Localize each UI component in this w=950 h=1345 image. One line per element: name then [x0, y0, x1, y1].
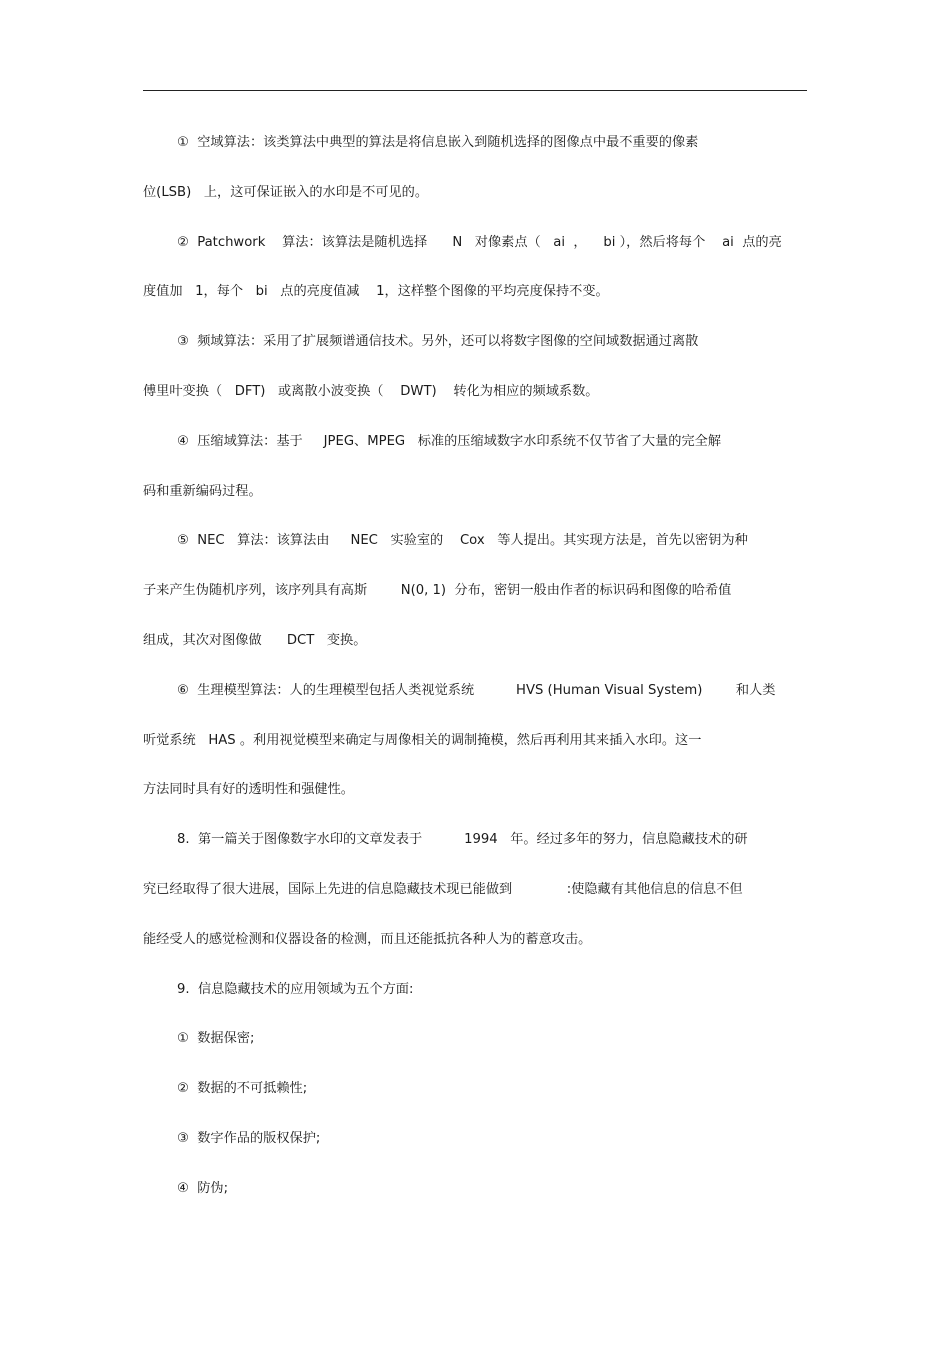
- header-rule: [143, 90, 807, 91]
- text-line: 方法同时具有好的透明性和强健性。: [143, 782, 354, 798]
- text-line: 码和重新编码过程。: [143, 483, 262, 499]
- text-line: 组成，其次对图像做 DCT 变换。: [143, 632, 367, 648]
- text-line: 子来产生伪随机序列，该序列具有高斯 N(0, 1) 分布，密钥一般由作者的标识码和图像的哈希值: [143, 583, 732, 599]
- text-line: 究已经取得了很大进展，国际上先进的信息隐藏技术现已能做到 :使隐藏有其他信息的信息不但: [143, 881, 743, 897]
- text-line: 8. 第一篇关于图像数字水印的文章发表于 1994 年。经过多年的努力，信息隐藏技术的研: [177, 832, 748, 848]
- text-line: 傅里叶变换（ DFT) 或离散小波变换（ DWT) 转化为相应的频域系数。: [143, 383, 599, 399]
- text-line: ④ 压缩域算法：基于 JPEG、MPEG 标准的压缩域数字水印系统不仅节省了大量的完全解: [177, 433, 722, 449]
- text-line: ② Patchwork 算法：该算法是随机选择 N 对像素点（ ai ， bi ），然后将每个 ai 点的亮: [177, 234, 782, 250]
- text-line: ② 数据的不可抵赖性;: [177, 1081, 308, 1097]
- text-line: ④ 防伪;: [177, 1180, 229, 1196]
- text-line: 听觉系统 HAS 。利用视觉模型来确定与周像相关的调制掩模，然后再利用其来插入水印。这一: [143, 732, 702, 748]
- text-line: 9. 信息隐藏技术的应用领域为五个方面:: [177, 981, 414, 997]
- document-body: [143, 126, 807, 1222]
- text-line: 能经受人的感觉检测和仪器设备的检测，而且还能抵抗各种人为的蓄意攻击。: [143, 931, 592, 947]
- text-line: 度值加 1，每个 bi 点的亮度值减 1，这样整个图像的平均亮度保持不变。: [143, 284, 609, 300]
- text-line: 位(LSB) 上，这可保证嵌入的水印是不可见的。: [143, 184, 429, 200]
- text-line: ⑥ 生理模型算法：人的生理模型包括人类视觉系统 HVS (Human Visual System) 和人类: [177, 682, 776, 698]
- text-line: ① 空域算法：该类算法中典型的算法是将信息嵌入到随机选择的图像点中最不重要的像素: [177, 135, 699, 150]
- text-line: ⑤ NEC 算法：该算法由 NEC 实验室的 Cox 等人提出。其实现方法是，首先以密钥为种: [177, 533, 748, 549]
- text-line: ① 数据保密;: [177, 1031, 255, 1047]
- text-line: ③ 频域算法：采用了扩展频谱通信技术。另外，还可以将数字图像的空间域数据通过离散: [177, 334, 699, 350]
- text-line: ③ 数字作品的版权保护;: [177, 1130, 321, 1146]
